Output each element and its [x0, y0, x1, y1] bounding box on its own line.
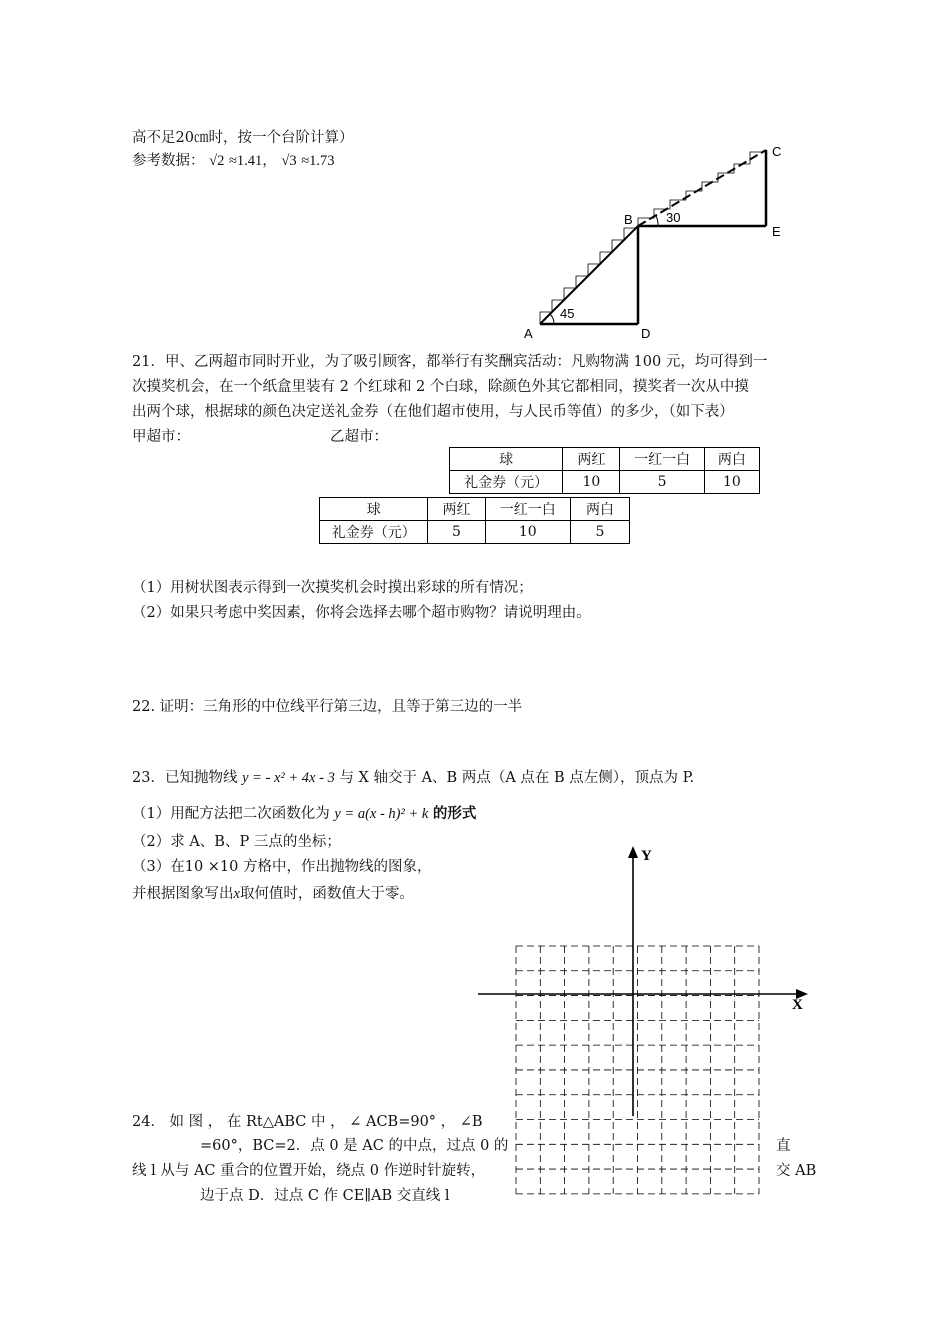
table-cell: 一红一白	[620, 448, 704, 471]
q23-suffix: 与 X 轴交于 A、B 两点（A 点在 B 点左侧），顶点为 P.	[339, 770, 695, 786]
q23-sub3b-suffix: 取何值时，函数值大于零。	[239, 886, 414, 902]
table-cell: 两白	[704, 448, 759, 471]
q24-line4: 边于点 D．过点 C 作 CE∥AB 交直线 l	[200, 1188, 450, 1204]
table-cell: 5	[428, 521, 485, 544]
q20-text-line1: 高不足20㎝时，按一个台阶计算）	[132, 130, 354, 146]
q23-var-x: x	[233, 886, 240, 902]
q23-sub1-prefix: （1）用配方法把二次函数化为	[132, 806, 330, 822]
q23-line1	[132, 768, 694, 788]
coordinate-grid-figure	[470, 840, 820, 1210]
table-cell: 两白	[570, 498, 629, 521]
reference-prefix: 参考数据：	[132, 153, 205, 169]
y-axis-label: Y	[641, 848, 652, 864]
prize-table-left	[319, 497, 630, 544]
table-row	[450, 471, 760, 494]
q23-sub1	[132, 804, 476, 824]
q23-sub1-suffix: 的形式	[432, 806, 477, 822]
q23-prefix: 23．已知抛物线	[132, 770, 238, 786]
q20-reference-data	[132, 151, 335, 171]
q23-equation: y = - x² + 4x - 3	[242, 770, 335, 786]
q23-sub1-formula: y = a(x - h)² + k	[334, 806, 429, 822]
label-a: A	[524, 326, 533, 341]
label-b: B	[624, 212, 633, 227]
q23-sub3b	[132, 884, 414, 904]
table-cell: 10	[563, 471, 620, 494]
table-cell: 5	[570, 521, 629, 544]
grid-lines	[516, 946, 759, 1194]
q23-sub3b-prefix: 并根据图象写出	[132, 886, 234, 902]
table-cell: 两红	[428, 498, 485, 521]
table-cell: 球	[450, 448, 563, 471]
table-cell: 礼金券（元）	[450, 471, 563, 494]
label-c: C	[772, 144, 782, 159]
angle-label-45: 45	[560, 306, 575, 321]
angle-arc-b	[656, 216, 658, 226]
table-row	[320, 498, 630, 521]
q23-sub3a: （3）在10 ×10 方格中，作出抛物线的图象，	[132, 859, 432, 875]
label-e: E	[772, 224, 781, 239]
label-yi-supermarket: 乙超市：	[330, 429, 388, 445]
table-row	[320, 521, 630, 544]
upper-stairs	[638, 152, 766, 226]
q21-line3: 出两个球，根据球的颜色决定送礼金券（在他们超市使用，与人民币等值）的多少，（如下表）	[132, 404, 734, 420]
table-cell: 礼金券（元）	[320, 521, 428, 544]
angle-label-30: 30	[666, 210, 681, 225]
approx-sqrt2: ≈1.41，	[228, 153, 277, 169]
sqrt3-value: √3	[281, 153, 297, 169]
q24-line2-right: 直	[776, 1138, 791, 1154]
q21-sub2: （2）如果只考虑中奖因素，你将会选择去哪个超市购物？请说明理由。	[132, 605, 591, 621]
q21-sub1: （1）用树状图表示得到一次摸奖机会时摸出彩球的所有情况；	[132, 580, 533, 596]
label-d: D	[641, 326, 651, 341]
q21-line2: 次摸奖机会，在一个纸盒里装有 2 个红球和 2 个白球，除颜色外其它都相同，摸奖者一次从中摸	[132, 379, 749, 395]
line-ab	[540, 226, 638, 324]
table-row	[450, 448, 760, 471]
prize-table-right	[449, 447, 760, 494]
q24-line3: 线 l 从与 AC 重合的位置开始，绕点 0 作逆时针旋转，	[132, 1163, 486, 1179]
q24-line2: =60°，BC=2．点 0 是 AC 的中点，过点 0 的	[200, 1138, 509, 1154]
table-cell: 5	[620, 471, 704, 494]
q22-text: 22. 证明：三角形的中位线平行第三边，且等于第三边的一半	[132, 699, 523, 715]
staircase-figure	[520, 138, 800, 348]
x-axis-label: X	[792, 997, 803, 1013]
q24-line1: 24． 如 图 ， 在 Rt△ABC 中 ， ∠ ACB=90° ， ∠B	[132, 1114, 483, 1130]
label-jia-supermarket: 甲超市：	[132, 429, 190, 445]
sqrt2-value: √2	[209, 153, 225, 169]
table-cell: 球	[320, 498, 428, 521]
table-cell: 两红	[563, 448, 620, 471]
table-cell: 10	[704, 471, 759, 494]
y-axis-arrow	[628, 846, 638, 858]
approx-sqrt3: ≈1.73	[301, 153, 335, 169]
table-cell: 一红一白	[485, 498, 570, 521]
q23-sub2: （2）求 A、B、P 三点的坐标；	[132, 834, 341, 850]
q21-line1: 21．甲、乙两超市同时开业，为了吸引顾客，都举行有奖酬宾活动：凡购物满 100 元，均可得到一	[132, 354, 768, 370]
table-cell: 10	[485, 521, 570, 544]
q24-line3-right: 交 AB	[776, 1163, 817, 1179]
angle-arc-a	[550, 314, 554, 324]
